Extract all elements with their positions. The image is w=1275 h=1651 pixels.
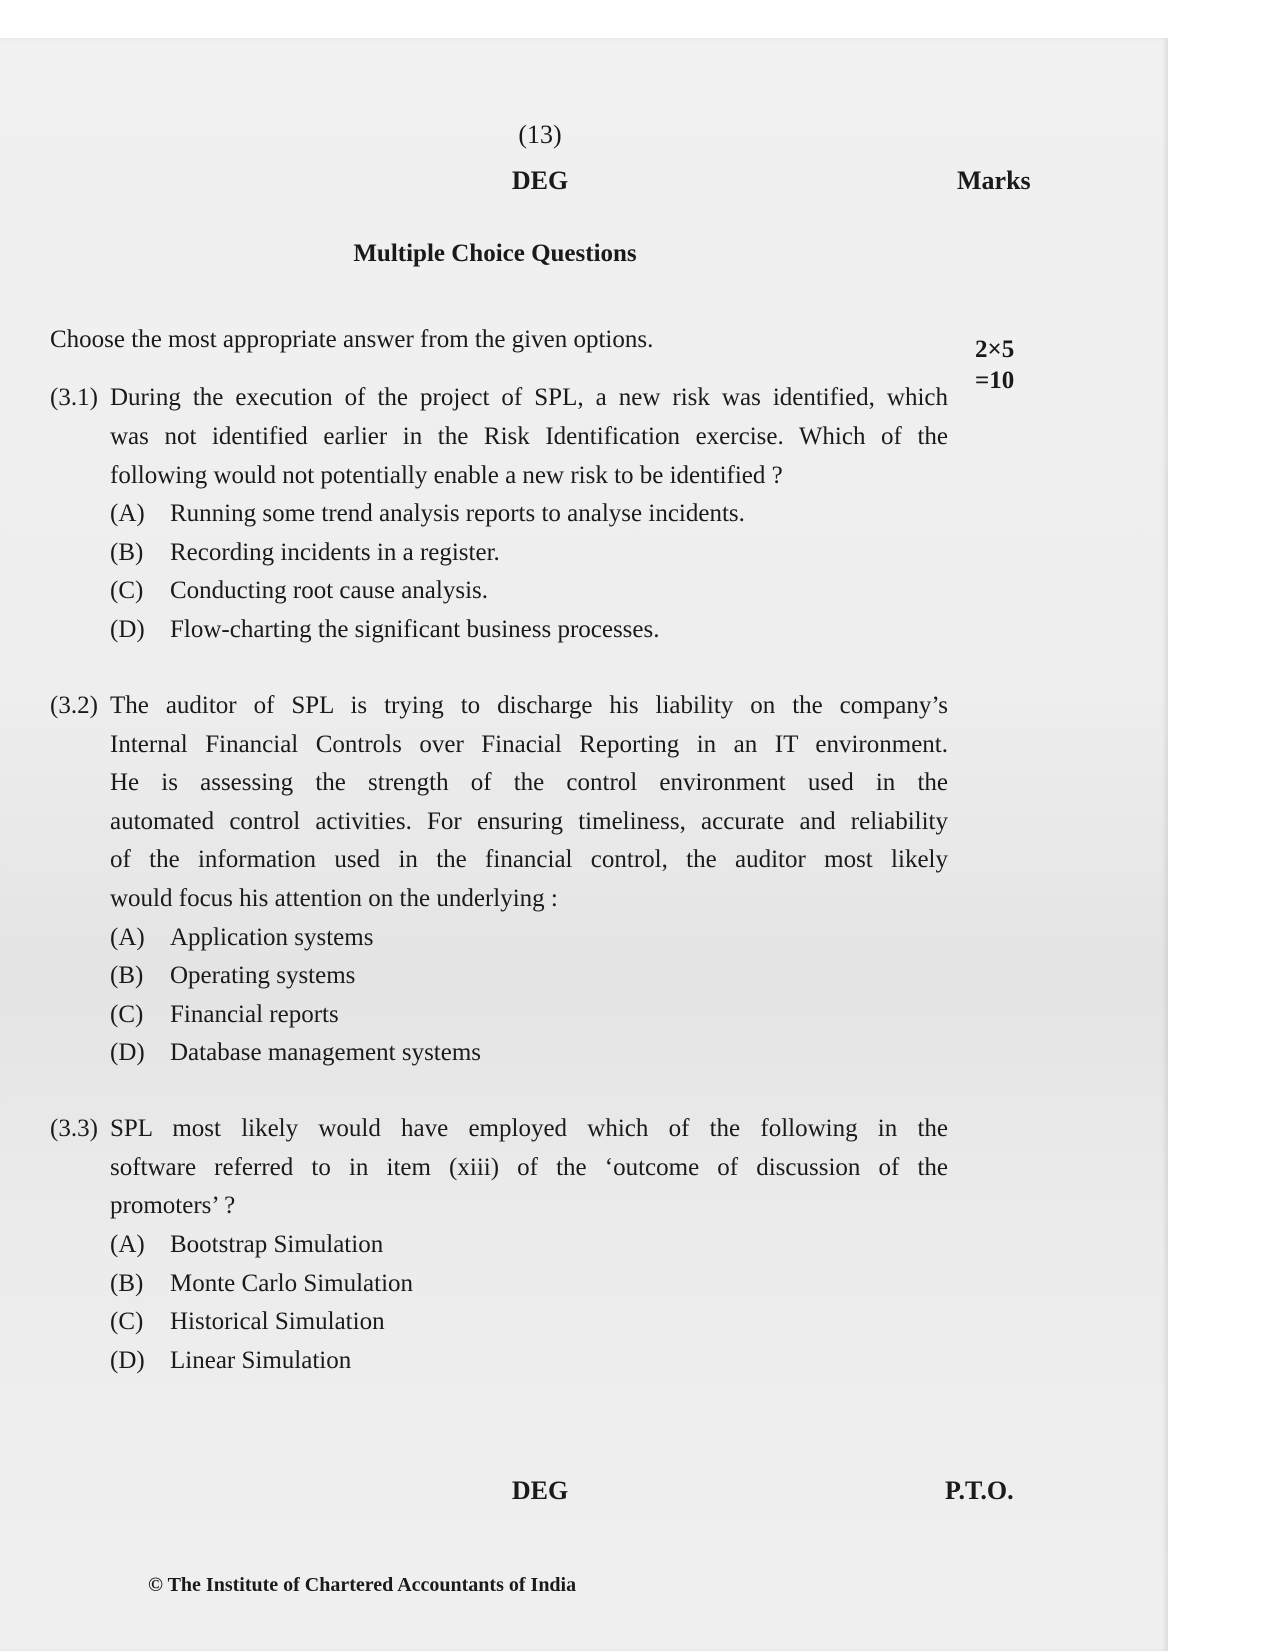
- option-label: (A): [110, 924, 145, 951]
- option-label: (B): [110, 539, 144, 566]
- question-text-line: promoters’ ?: [110, 1192, 236, 1219]
- option-label: (C): [110, 577, 144, 604]
- option-text: Bootstrap Simulation: [170, 1231, 384, 1258]
- marks-allocation: [975, 334, 1014, 396]
- option-text: Monte Carlo Simulation: [170, 1270, 414, 1297]
- option-label: (C): [110, 1308, 144, 1335]
- scanned-page: [0, 38, 1168, 1651]
- option-label: (D): [110, 616, 145, 643]
- option-text: Application systems: [170, 924, 374, 951]
- question-text-line: The auditor of SPL is trying to discharge his liability on the company’s: [110, 692, 948, 719]
- option-label: (A): [110, 1231, 145, 1258]
- option-label: (C): [110, 1001, 144, 1028]
- option-text: Recording incidents in a register.: [170, 539, 500, 566]
- option-text: Conducting root cause analysis.: [170, 577, 488, 604]
- marks-allocation-line2: =10: [975, 367, 1015, 394]
- question-text-line: SPL most likely would have employed which of the following in the: [110, 1115, 948, 1142]
- question-text-line: During the execution of the project of SPL, a new risk was identified, which: [110, 384, 948, 411]
- question-text-line: Internal Financial Controls over Finacial Reporting in an IT environment.: [110, 731, 948, 758]
- option-text: Flow-charting the significant business processes.: [170, 616, 660, 643]
- option-text: Operating systems: [170, 962, 356, 989]
- copyright-notice: © The Institute of Chartered Accountants of India: [148, 1574, 577, 1596]
- please-turn-over: P.T.O.: [945, 1476, 1014, 1505]
- option-label: (B): [110, 962, 144, 989]
- option-text: Historical Simulation: [170, 1308, 385, 1335]
- question-text-line: following would not potentially enable a new risk to be identified ?: [110, 462, 783, 489]
- paper-code-header: DEG: [511, 166, 569, 195]
- option-label: (B): [110, 1270, 144, 1297]
- instruction-text: Choose the most appropriate answer from the given options.: [50, 326, 654, 353]
- question-text-line: automated control activities. For ensuring timeliness, accurate and reliability: [110, 808, 948, 835]
- question-text-line: He is assessing the strength of the control environment used in the: [110, 769, 948, 796]
- question-text-line: of the information used in the financial control, the auditor most likely: [110, 846, 948, 873]
- marks-allocation-line1: 2×5: [975, 336, 1015, 363]
- question-text-line: was not identified earlier in the Risk Identification exercise. Which of the: [110, 423, 948, 450]
- option-text: Running some trend analysis reports to analyse incidents.: [170, 500, 745, 527]
- question-number: (3.2): [50, 692, 98, 719]
- paper-code-footer: DEG: [511, 1476, 569, 1505]
- question-text-line: software referred to in item (xiii) of the ‘outcome of discussion of the: [110, 1154, 948, 1181]
- page-number: (13): [518, 120, 562, 149]
- option-label: (A): [110, 500, 145, 527]
- question-text-line: would focus his attention on the underlying :: [110, 885, 558, 912]
- option-text: Database management systems: [170, 1039, 482, 1066]
- question-number: (3.3): [50, 1115, 98, 1142]
- option-label: (D): [110, 1347, 145, 1374]
- marks-column-header: Marks: [957, 166, 1031, 195]
- section-title: Multiple Choice Questions: [353, 240, 637, 267]
- option-text: Linear Simulation: [170, 1347, 352, 1374]
- question-number: (3.1): [50, 384, 98, 411]
- option-label: (D): [110, 1039, 145, 1066]
- option-text: Financial reports: [170, 1001, 339, 1028]
